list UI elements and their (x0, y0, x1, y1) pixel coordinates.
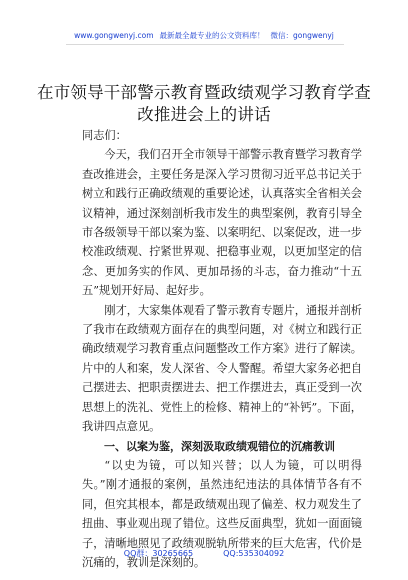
page-footer (0, 548, 408, 559)
document-title: 在市领导干部警示教育暨政绩观学习教育学查改推进会上的讲话 (37, 83, 371, 124)
body-paragraph: 今天，我们召开全市领导干部警示教育暨学习教育学查改推进会，主要任务是深入学习贯彻习近平总书记关于树立和践行正确政绩观的重要论述，认真落实全省相关会议精神，通过深刻剖析我市发生的典型案例，教育引导全市各级领导干部以案为鉴、以案明纪、以案促改，进一步校准政绩观、拧紧世界观、把稳事业观，以更加坚定的信念、更加务实的作风、更加昂扬的斗志，奋力推动“十五五”规划开好局、起好步。 (82, 148, 362, 298)
body-paragraph: 刚才，大家集体观看了警示教育专题片，通报并剖析了我市在政绩观方面存在的典型问题，对《树立和践行正确政绩观学习教育重点问题整改工作方案》进行了解读。片中的人和案，发人深省、令人警醒。希望大家务必把自己摆进去、把职责摆进去、把工作摆进去，真正受到一次思想上的洗礼、党性上的检修、精神上的“补钙”。下面，我讲四点意见。 (82, 303, 362, 434)
footer-qq-group: QQ群：30265665 (123, 549, 194, 558)
document-body (82, 126, 362, 572)
salutation: 同志们： (82, 129, 127, 142)
header-site-link[interactable]: www.gongwenyj.com (74, 31, 154, 40)
section-heading: 一、以案为鉴，深刻汲取政绩观错位的沉痛教训 (104, 439, 335, 453)
body-paragraph: “以史为镜，可以知兴替；以人为镜，可以明得失。”刚才通报的案例，虽然违纪违法的具体情节各有不同，但究其根本，都是政绩观出现了偏差、权力观发生了扭曲、事业观出现了错位。这些反面典型，犹如一面面镜子，清晰地照见了政绩观脱轨所带来的巨大危害，代价是沉痛的，教训是深刻的。 (82, 458, 362, 569)
header-divider (66, 44, 344, 45)
header-wechat: 微信：gongwenyj (270, 31, 334, 40)
footer-qq: QQ:535304092 (223, 549, 285, 558)
page-header (0, 30, 408, 41)
header-slogan: 最新最全最专业的公文资料库！ (159, 31, 265, 40)
